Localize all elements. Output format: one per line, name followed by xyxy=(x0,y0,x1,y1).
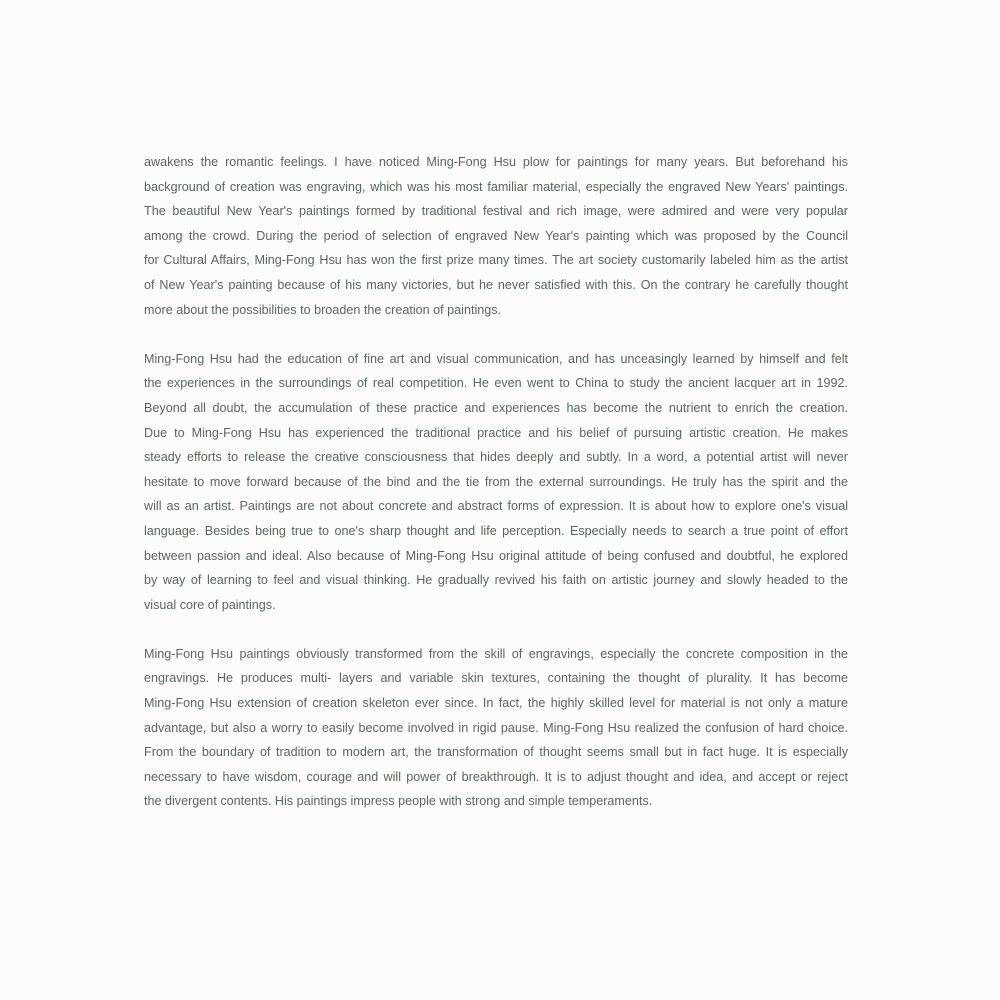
text-line: Ming-Fong Hsu extension of creation skeleton ever since. In fact, the highly skilled level for material is not only a mature xyxy=(144,696,848,711)
text-line: Due to Ming-Fong Hsu has experienced the traditional practice and his belief of pursuing artistic creation. He makes xyxy=(144,425,848,440)
text-line: more about the possibilities to broaden the creation of paintings. xyxy=(144,302,502,317)
text-line: visual core of paintings. xyxy=(144,597,276,612)
text-line: advantage, but also a worry to easily become involved in rigid pause. Ming-Fong Hsu realized the confusion of hard choice. xyxy=(144,720,848,735)
text-line: The beautiful New Year's paintings formed by traditional festival and rich image, were admired and were very popular xyxy=(144,204,848,219)
paragraph-3 xyxy=(144,642,848,814)
text-line: for Cultural Affairs, Ming-Fong Hsu has won the first prize many times. The art society customarily labeled him as the artist xyxy=(144,253,848,268)
text-line: background of creation was engraving, which was his most familiar material, especially the engraved New Years' paintings. xyxy=(144,179,848,194)
text-line: language. Besides being true to one's sharp thought and life perception. Especially needs to search a true point of effort xyxy=(144,523,848,538)
text-line: Ming-Fong Hsu had the education of fine art and visual communication, and has unceasingly learned by himself and felt xyxy=(144,351,848,366)
paragraph-1 xyxy=(144,150,848,322)
paragraph-2 xyxy=(144,347,848,618)
text-line: will as an artist. Paintings are not about concrete and abstract forms of expression. It is about how to explore one's visual xyxy=(144,499,848,514)
text-line: necessary to have wisdom, courage and will power of breakthrough. It is to adjust thought and idea, and accept or reject xyxy=(144,769,848,784)
text-line: by way of learning to feel and visual thinking. He gradually revived his faith on artistic journey and slowly headed to the xyxy=(144,573,848,588)
text-line: From the boundary of tradition to modern art, the transformation of thought seems small but in fact huge. It is especially xyxy=(144,745,848,760)
text-line: the divergent contents. His paintings impress people with strong and simple temperaments. xyxy=(144,794,653,809)
text-line: engravings. He produces multi- layers and variable skin textures, containing the thought of plurality. It has become xyxy=(144,671,848,686)
text-line: awakens the romantic feelings. I have noticed Ming-Fong Hsu plow for paintings for many years. But beforehand his xyxy=(144,155,848,169)
text-line: Ming-Fong Hsu paintings obviously transformed from the skill of engravings, especially the concrete composition in the xyxy=(144,646,848,661)
text-line: between passion and ideal. Also because of Ming-Fong Hsu original attitude of being confused and doubtful, he explored xyxy=(144,548,848,563)
body-text xyxy=(144,150,848,814)
text-line: the experiences in the surroundings of real competition. He even went to China to study the ancient lacquer art in 1992. xyxy=(144,376,848,391)
text-line: hesitate to move forward because of the bind and the tie from the external surroundings. He truly has the spirit and the xyxy=(144,474,848,489)
text-line: steady efforts to release the creative consciousness that hides deeply and subtly. In a word, a potential artist will never xyxy=(144,450,848,465)
text-line: Beyond all doubt, the accumulation of these practice and experiences has become the nutrient to enrich the creation. xyxy=(144,400,848,415)
text-line: among the crowd. During the period of selection of engraved New Year's painting which was proposed by the Council xyxy=(144,228,848,243)
text-line: of New Year's painting because of his many victories, but he never satisfied with this. On the contrary he carefully thought xyxy=(144,277,848,292)
